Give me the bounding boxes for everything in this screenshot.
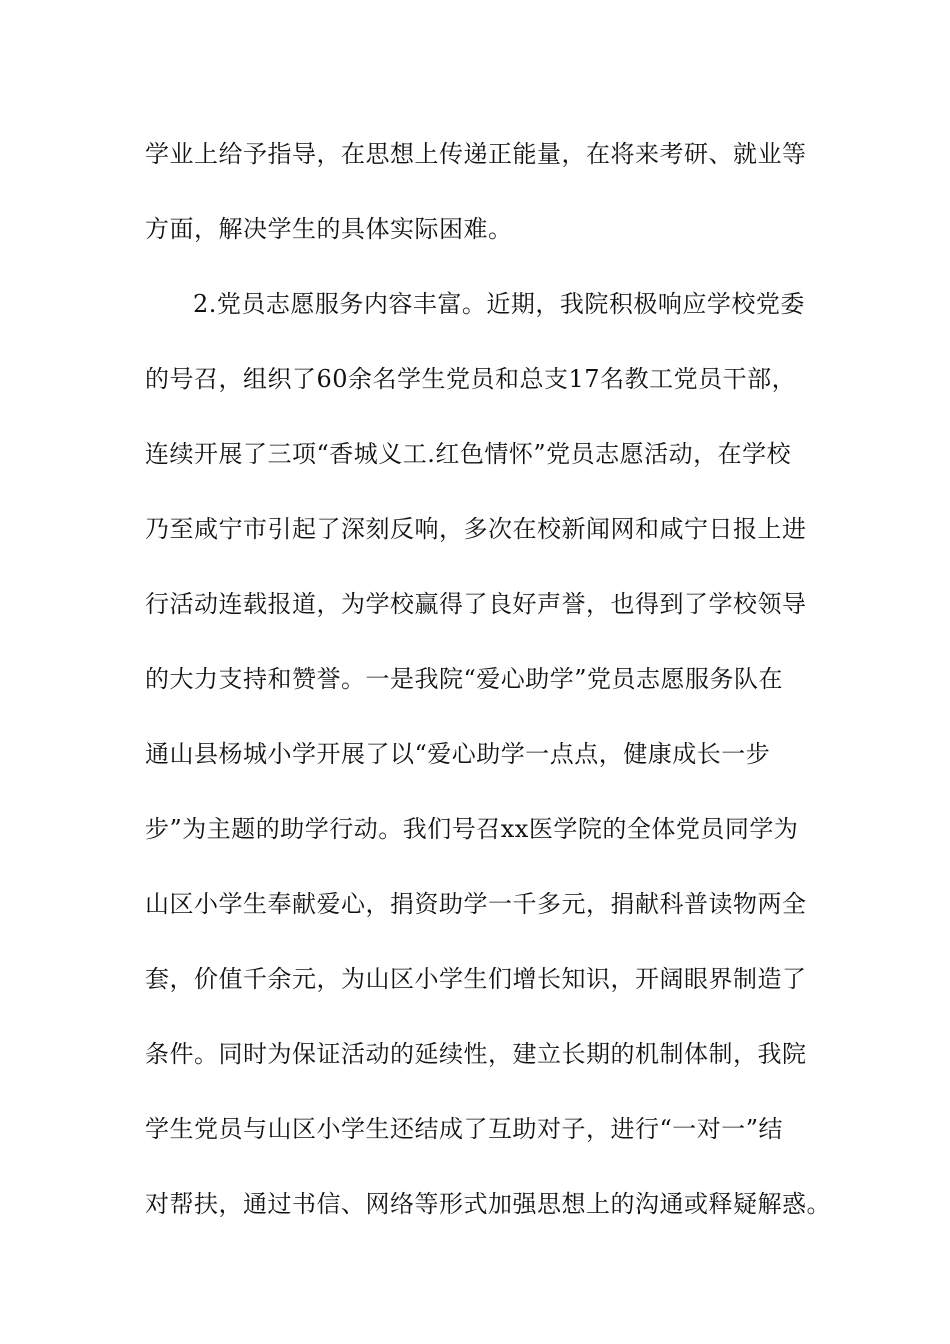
text-line: 对帮扶，通过书信、网络等形式加强思想上的沟通或释疑解惑。 xyxy=(145,1190,831,1218)
text-line: 的大力支持和赞誉。一是我院“爱心助学”党员志愿服务队在 xyxy=(145,665,784,693)
paragraph-start-line: 2.党员志愿服务内容丰富。近期，我院积极响应学校党委 xyxy=(193,290,805,318)
text-line: 通山县杨城小学开展了以“爱心助学一点点，健康成长一步 xyxy=(145,740,771,768)
text-line: 条件。同时为保证活动的延续性，建立长期的机制体制，我院 xyxy=(145,1040,807,1068)
text-line: 连续开展了三项“香城义工.红色情怀”党员志愿活动，在学校 xyxy=(145,440,792,468)
text-line: 山区小学生奉献爱心，捐资助学一千多元，捐献科普读物两全 xyxy=(145,890,807,918)
document-body xyxy=(145,132,831,1257)
text-line: 的号召，组织了60余名学生党员和总支17名教工党员干部， xyxy=(145,365,797,393)
text-line: 学生党员与山区小学生还结成了互助对子，进行“一对一”结 xyxy=(145,1115,784,1143)
text-line: 步”为主题的助学行动。我们号召xx医学院的全体党员同学为 xyxy=(145,815,799,843)
text-line: 行活动连载报道，为学校赢得了良好声誉，也得到了学校领导 xyxy=(145,590,807,618)
text-line: 乃至咸宁市引起了深刻反响，多次在校新闻网和咸宁日报上进 xyxy=(145,515,807,543)
text-line: 学业上给予指导，在思想上传递正能量，在将来考研、就业等 xyxy=(145,140,807,168)
text-line: 套，价值千余元，为山区小学生们增长知识，开阔眼界制造了 xyxy=(145,965,807,993)
text-line: 方面，解决学生的具体实际困难。 xyxy=(145,215,513,243)
